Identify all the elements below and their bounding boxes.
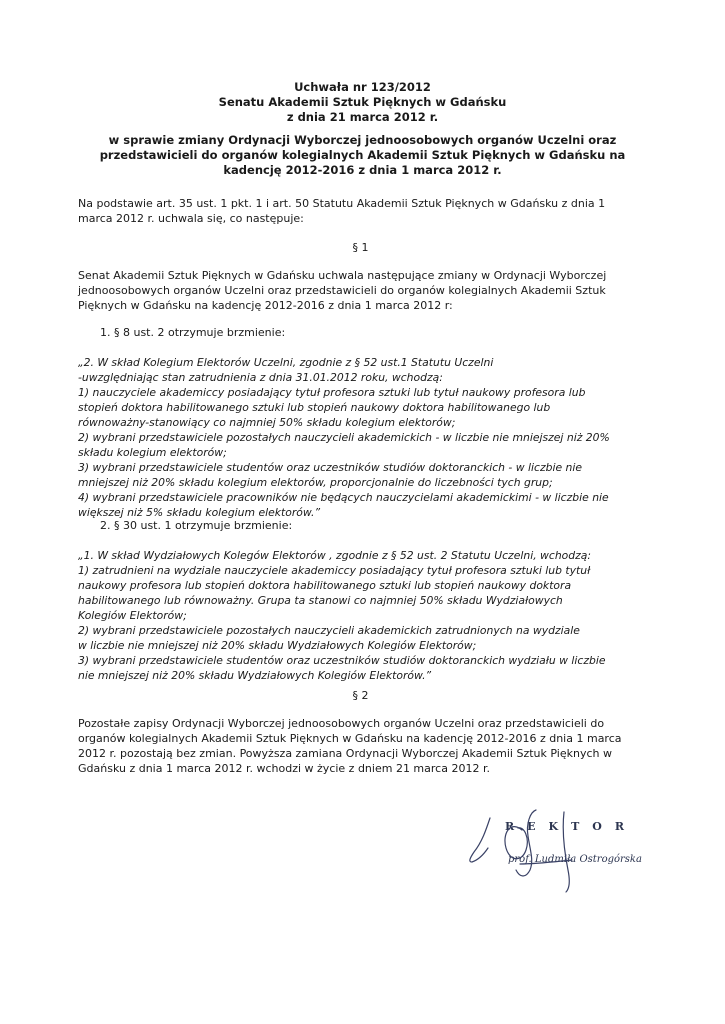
legal-basis-paragraph: [78, 196, 643, 226]
quote-line: -uwzględniając stan zatrudnienia z dnia 31.01.2012 roku, wchodzą:: [78, 371, 443, 384]
quote-line: „1. W skład Wydziałowych Kolegów Elektorów , zgodnie z § 52 ust. 2 Statutu Uczelni, wchodzą:: [78, 549, 592, 562]
quote-line: stopień doktora habilitowanego sztuki lub stopień naukowy doktora habilitowanego lub: [78, 401, 551, 414]
issuing-body: Senatu Akademii Sztuk Pięknych w Gdańsku: [218, 95, 507, 109]
resolution-subject: [60, 133, 665, 178]
subject-line: kadencję 2012-2016 z dnia 1 marca 2012 r.: [223, 163, 502, 177]
paragraph-line: organów kolegialnych Akademii Sztuk Pięknych w Gdańsku na kadencję 2012-2016 z dnia 1 marca: [78, 732, 622, 745]
resolution-date: z dnia 21 marca 2012 r.: [286, 110, 439, 124]
quote-line: mniejszej niż 20% składu kolegium elektorów, proporcjonalnie do liczebności tych grup;: [78, 476, 553, 489]
quote-line: 3) wybrani przedstawiciele studentów oraz uczestników studiów doktoranckich wydziału w liczbie: [78, 654, 606, 667]
rector-stamp-name: prof. Ludmiła Ostrogórska: [508, 854, 642, 865]
quote-line: 4) wybrani przedstawiciele pracowników nie będących nauczycielami akademickimi - w liczbie nie: [78, 491, 609, 504]
subject-line: w sprawie zmiany Ordynacji Wyborczej jednoosobowych organów Uczelni oraz: [108, 133, 617, 147]
quote-line: nie mniejszej niż 20% składu Wydziałowych Kolegiów Elektorów.”: [78, 669, 432, 682]
amendment-item-1: 1. § 8 ust. 2 otrzymuje brzmienie:: [100, 326, 286, 339]
resolution-number: Uchwała nr 123/2012: [294, 80, 431, 94]
paragraph-line: Senat Akademii Sztuk Pięknych w Gdańsku uchwala następujące zmiany w Ordynacji Wyborczej: [78, 269, 607, 282]
amendment-quote-1: [78, 355, 643, 520]
paragraph-line: Gdańsku z dnia 1 marca 2012 r. wchodzi w życie z dniem 21 marca 2012 r.: [78, 762, 490, 775]
amendment-quote-2: [78, 548, 643, 683]
quote-line: składu kolegium elektorów;: [78, 446, 227, 459]
quote-line: 2) wybrani przedstawiciele pozostałych nauczycieli akademickich - w liczbie nie mniejszej niż 20%: [78, 431, 610, 444]
quote-line: 2) wybrani przedstawiciele pozostałych nauczycieli akademickich zatrudnionych na wydziale: [78, 624, 580, 637]
subject-line: przedstawicieli do organów kolegialnych Akademii Sztuk Pięknych w Gdańsku na: [99, 148, 626, 162]
paragraph-line: Pozostałe zapisy Ordynacji Wyborczej jednoosobowych organów Uczelni oraz przedstawicieli do: [78, 717, 605, 730]
paragraph-line: Na podstawie art. 35 ust. 1 pkt. 1 i art. 50 Statutu Akademii Sztuk Pięknych w Gdańsku z dnia 1: [78, 197, 606, 210]
quote-line: w liczbie nie mniejszej niż 20% składu Wydziałowych Kolegiów Elektorów;: [78, 639, 477, 652]
paragraph-line: jednoosobowych organów Uczelni oraz przedstawicieli do organów kolegialnych Akademii Sztuk: [78, 284, 606, 297]
section-heading-1: § 1: [352, 241, 369, 254]
rector-stamp-title: REKTOR: [505, 820, 637, 833]
quote-line: 3) wybrani przedstawiciele studentów oraz uczestników studiów doktoranckich - w liczbie nie: [78, 461, 583, 474]
amendment-item-2: 2. § 30 ust. 1 otrzymuje brzmienie:: [100, 519, 293, 532]
section-2-paragraph: [78, 716, 643, 776]
handwritten-signature: [460, 800, 630, 895]
quote-line: „2. W skład Kolegium Elektorów Uczelni, zgodnie z § 52 ust.1 Statutu Uczelni: [78, 356, 494, 369]
paragraph-line: marca 2012 r. uchwala się, co następuje:: [78, 212, 304, 225]
quote-line: 1) nauczyciele akademiccy posiadający tytuł profesora sztuki lub tytuł naukowy profesora lub: [78, 386, 586, 399]
resolution-header: [60, 80, 665, 125]
paragraph-line: 2012 r. pozostają bez zmian. Powyższa zamiana Ordynacji Wyborczej Akademii Sztuk Pięknych w: [78, 747, 612, 760]
quote-line: większej niż 5% składu kolegium elektorów.”: [78, 506, 321, 519]
quote-line: Kolegiów Elektorów;: [78, 609, 187, 622]
section-heading-2: § 2: [352, 689, 369, 702]
paragraph-line: Pięknych w Gdańsku na kadencję 2012-2016 z dnia 1 marca 2012 r:: [78, 299, 453, 312]
section-1-paragraph: [78, 268, 643, 313]
quote-line: habilitowanego lub równoważny. Grupa ta stanowi co najmniej 50% składu Wydziałowych: [78, 594, 563, 607]
quote-line: naukowy profesora lub stopień doktora habilitowanego sztuki lub stopień naukowy doktora: [78, 579, 572, 592]
quote-line: równoważny-stanowiący co najmniej 50% składu kolegium elektorów;: [78, 416, 456, 429]
quote-line: 1) zatrudnieni na wydziale nauczyciele akademiccy posiadający tytuł profesora sztuki lub tytuł: [78, 564, 591, 577]
